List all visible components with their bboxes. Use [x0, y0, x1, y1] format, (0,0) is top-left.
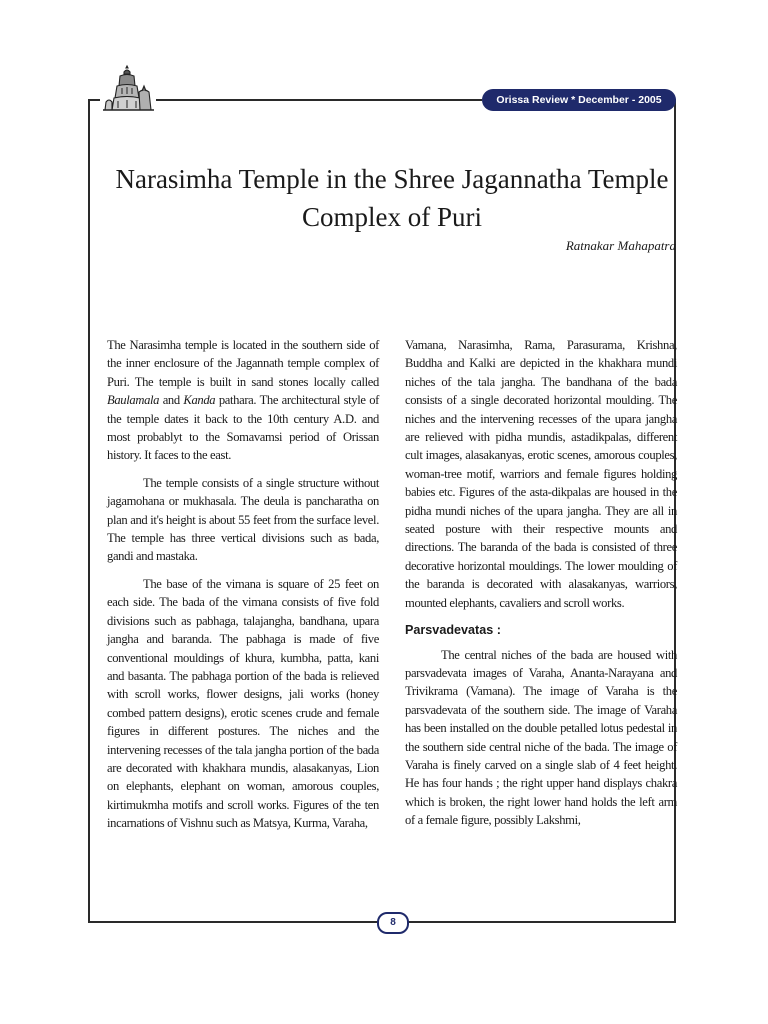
article-title: Narasimha Temple in the Shree Jagannatha Temple Complex of Puri [115, 164, 669, 233]
paragraph: The base of the vimana is square of 25 feet on each side. The bada of the vimana consists of five fold divisions such as pabhaga, talajangha, bandhana, upara jangha and baranda. The pabhaga is made of five conventional mouldings of khura, kumbha, patta, kani and basanta. The pabhaga portion of the bada is relieved with scroll works, flower designs, jali works (honey combed pattern designs), erotic scenes crude and female figures in different postures. The niches and the intervening recesses of the tala jangha portion of the bada are decorated with khakhara mundis, alasakanyas, Lion on elephants, elephant on woman, amorous couples, kirtimukmha motifs and scroll works. Figures of the ten incarnations of Vishnu such as Matsya, Kurma, Varaha, [107, 576, 379, 831]
paragraph: Vamana, Narasimha, Rama, Parasurama, Krishna, Buddha and Kalki are depicted in the khakhara mundi niches of the tala jangha. The bandhana of the bada consists of a single decorated horizontal moulding. The niches and the intervening recesses of the upara jangha are relieved with pidha mundis, astadikpalas, different cult images, alasakanyas, erotic scenes, amorous couples, woman-tree motif, warriors and female figures holding babies etc. Figures of the asta-dikpalas are housed in the pidha mundi niches of the upara jangha. They are all in seated posture with their respective mounts and directions. The baranda of the bada is consisted of three decorative horizontal mouldings. The lower moulding of the baranda is decorated with alasakanyas, warriors, mounted elephants, cavaliers and scroll works. [405, 338, 677, 610]
temple-logo-icon [100, 64, 156, 122]
paragraph: The Narasimha temple is located in the southern side of the inner enclosure of the Jagannath temple complex of Puri. The temple is built in sand stones locally called Baulamala and Kanda pathara. The architectural style of the temple dates it back to the 10th century A.D. and most probablyt to the Somavamsi period of Orissan history. It faces to the east. [107, 338, 380, 463]
paragraph: The temple consists of a single structure without jagamohana or mukhasala. The deula is pancharatha on plan and it's height is about 55 feet from the surface level. The temple has three vertical divisions such as bada, gandi and mastaka. [107, 475, 379, 564]
paragraph: The central niches of the bada are housed with parsvadevata images of Varaha, Ananta-Narayana and Trivikrama (Vamana). The image of Varaha is the parsvadevata of the southern side. The image of Varaha has been installed on the double petalled lotus pedestal in the southern side central niche of the bada. The image of Varaha is finely carved on a single slab of 4 feet height. He has four hands ; the right upper hand displays chakra which is broken, the right lower hand holds the left arm of a female figure, possibly Lakshmi, [405, 647, 677, 828]
right-column [405, 336, 677, 839]
article-author: Ratnakar Mahapatra [565, 238, 676, 253]
left-column [107, 336, 379, 842]
journal-header-badge: Orissa Review * December - 2005 [482, 89, 676, 111]
section-heading: Parsvadevatas : [405, 623, 501, 638]
page-number: 8 [377, 912, 409, 934]
top-rule [152, 99, 482, 101]
